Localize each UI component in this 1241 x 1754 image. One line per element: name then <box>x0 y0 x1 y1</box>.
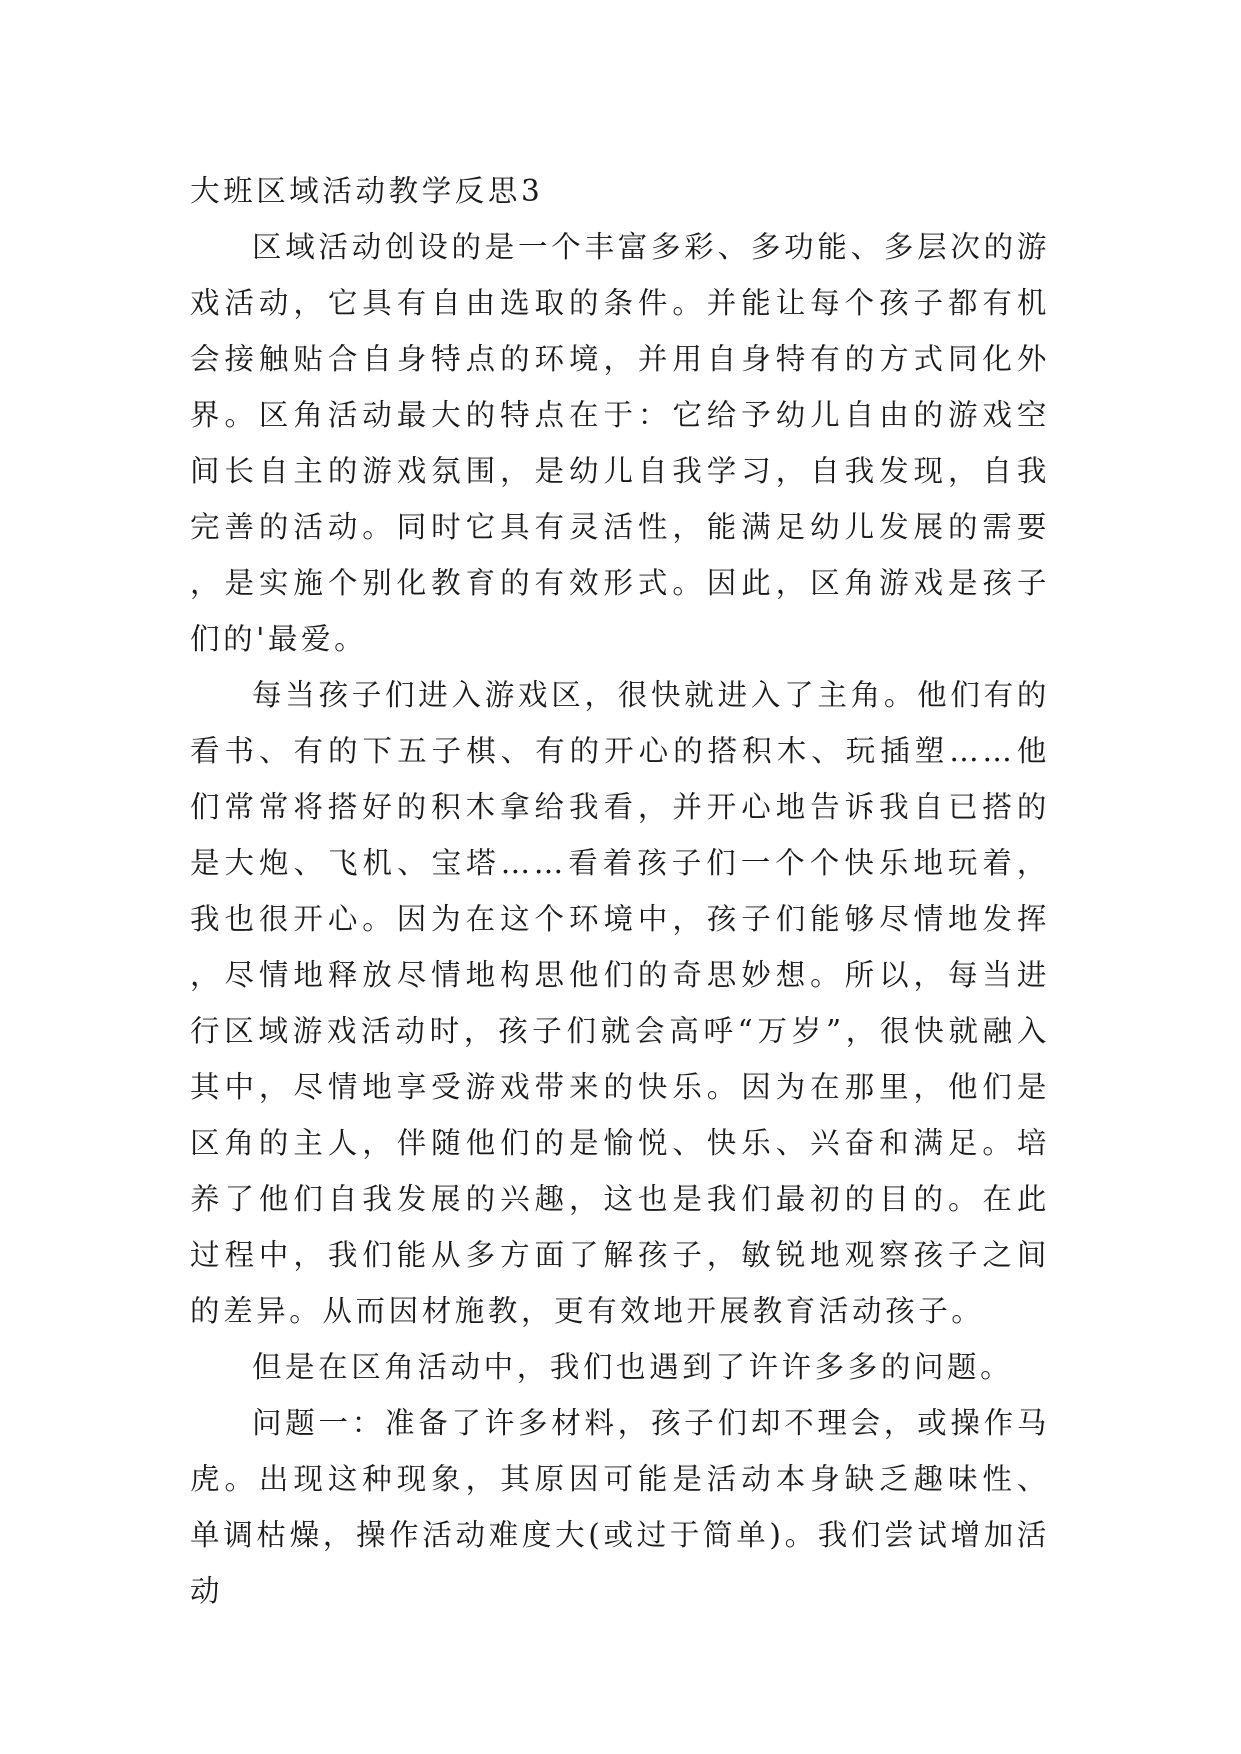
paragraph-intro: 区域活动创设的是一个丰富多彩、多功能、多层次的游戏活动，它具有自由选取的条件。并能让每个孩子都有机会接触贴合自身特点的环境，并用自身特有的方式同化外界。区角活动最大的特点在于：它给予幼儿自由的游戏空间长自主的游戏氛围，是幼儿自我学习，自我发现，自我完善的活动。同时它具有灵活性，能满足幼儿发展的需要，是实施个别化教育的有效形式。因此，区角游戏是孩子们的'最爱。 <box>190 230 1050 656</box>
document-body <box>190 163 1050 1619</box>
document-title: 大班区域活动教学反思3 <box>190 174 544 208</box>
paragraph-problem-one: 问题一：准备了许多材料，孩子们却不理会，或操作马虎。出现这种现象，其原因可能是活动本身缺乏趣味性、单调枯燥，操作活动难度大(或过于简单)。我们尝试增加活动 <box>190 1406 1050 1608</box>
paragraph-children-play: 每当孩子们进入游戏区，很快就进入了主角。他们有的看书、有的下五子棋、有的开心的搭积木、玩插塑……他们常常将搭好的积木拿给我看，并开心地告诉我自已搭的是大炮、飞机、宝塔……看着孩子们一个个快乐地玩着，我也很开心。因为在这个环境中，孩子们能够尽情地发挥，尽情地释放尽情地构思他们的奇思妙想。所以，每当进行区域游戏活动时，孩子们就会高呼“万岁”，很快就融入其中，尽情地享受游戏带来的快乐。因为在那里，他们是区角的主人，伴随他们的是愉悦、快乐、兴奋和满足。培养了他们自我发展的兴趣，这也是我们最初的目的。在此过程中，我们能从多方面了解孩子，敏锐地观察孩子之间的差异。从而因材施教，更有效地开展教育活动孩子。 <box>190 678 1050 1328</box>
paragraph-problems-intro: 但是在区角活动中，我们也遇到了许许多多的问题。 <box>251 1350 1014 1384</box>
